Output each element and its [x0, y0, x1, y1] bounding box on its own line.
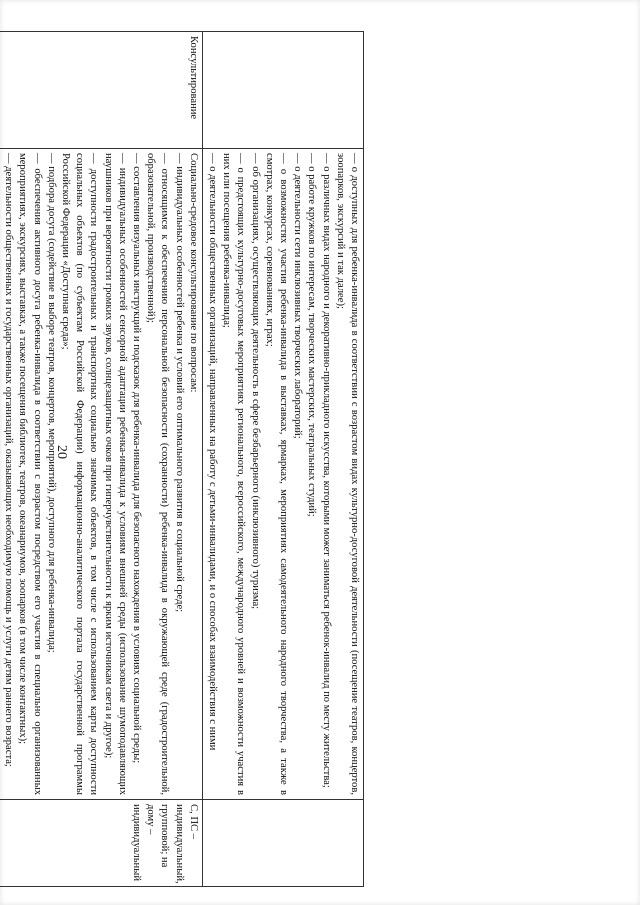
description-line: — индивидуальных особенностей ребенка и условий его оптимального развития в социальной среде;: [173, 153, 185, 613]
description-cell: [202, 149, 363, 800]
description-line: — составления визуальных инструкций и подсказок для ребенка-инвалида для безопасного нахождения в условиях социальной среды;: [130, 153, 142, 764]
form-cell-empty: [202, 800, 363, 887]
services-table: [0, 31, 364, 887]
description-line: — доступности градостроительных и транспортных социально значимых объектов, в том числе с использованием карты доступности социальных объектов (по субъектам Российской Федерации) информационно-аналитического портала государственной программы Российской Федерации «Доступная среда»;: [59, 153, 100, 795]
description-line: — о возможностях участия ребенка-инвалида в выставках, ярмарках, мероприятиях самодеятельного народного творчества, а также в смотрах, конкурсах, соревнованиях, играх;: [263, 153, 289, 795]
description-line: — деятельности общественных и государственных организаций, оказывающих необходимую помощь и услуги детям раннего возраста;: [3, 153, 15, 767]
description-line: Социально-средовое консультирование по вопросам:: [187, 153, 199, 393]
table-row: [202, 32, 363, 887]
form-cell: С, ПС – индивидуальный, групповой; на дому – индивидуальный: [0, 800, 202, 887]
description-line: — обеспечения активного досуга ребенка-инвалида в соответствии с возрастом посредством его участия в специально организованных мероприятиях, экскурсиях, выставках, а также посещения библиотек, театров, океанариумов, зоопарков (в том числе контактных);: [17, 153, 43, 795]
service-name-cell-empty: [202, 32, 363, 149]
description-line: — о деятельности общественных организаций, направленных на работу с детьми-инвалидами, и о способах взаимодействия с ними: [206, 153, 218, 751]
description-line: — о доступных для ребенка-инвалида в соответствии с возрастом видах культурно-досуговой деятельности (посещение театров, концертов, зоопарков, экскурсий и так далее);: [334, 153, 360, 795]
description-cell: [0, 149, 202, 800]
description-line: — о работе кружков по интересам, творческих мастерских, театральных студий;: [306, 153, 318, 517]
description-line: — индивидуальных особенностей сенсорной адаптации ребенка-инвалида к условиям внешней среды (использование шумоподавляющих наушников при вероятности громких звуков, солнцезащитных очков при гиперчувствительности к ярким источникам света и другое);: [102, 153, 128, 795]
service-name-cell: Консультирование: [0, 32, 202, 149]
description-line: — относящимся к обеспечению персональной безопасности (сохранности) ребенка-инвалида в окружающей среде (градостроительной, образовательной, производственной);: [145, 153, 171, 795]
table-row: [0, 32, 202, 887]
description-line: — подбора досуга (содействие в выборе театров, концертов, мероприятий), доступного для ребенка-инвалида;: [45, 153, 57, 653]
description-line: — о деятельности сети инклюзивных творческих лабораторий;: [292, 153, 304, 439]
page-number: 20: [54, 445, 69, 459]
description-line: — о предстоящих культурно-досуговых мероприятиях регионального, всероссийского, международного уровней и возможности участия в них или посещения ребенка-инвалида;: [221, 153, 247, 795]
description-line: — о различных видах народного и декоративно-прикладного искусства, которыми может заниматься ребенок-инвалид по месту жительства;: [320, 153, 332, 788]
description-line: — об организациях, осуществляющих деятельность в сфере безбарьерного (инклюзивного) туризма;: [249, 153, 261, 610]
